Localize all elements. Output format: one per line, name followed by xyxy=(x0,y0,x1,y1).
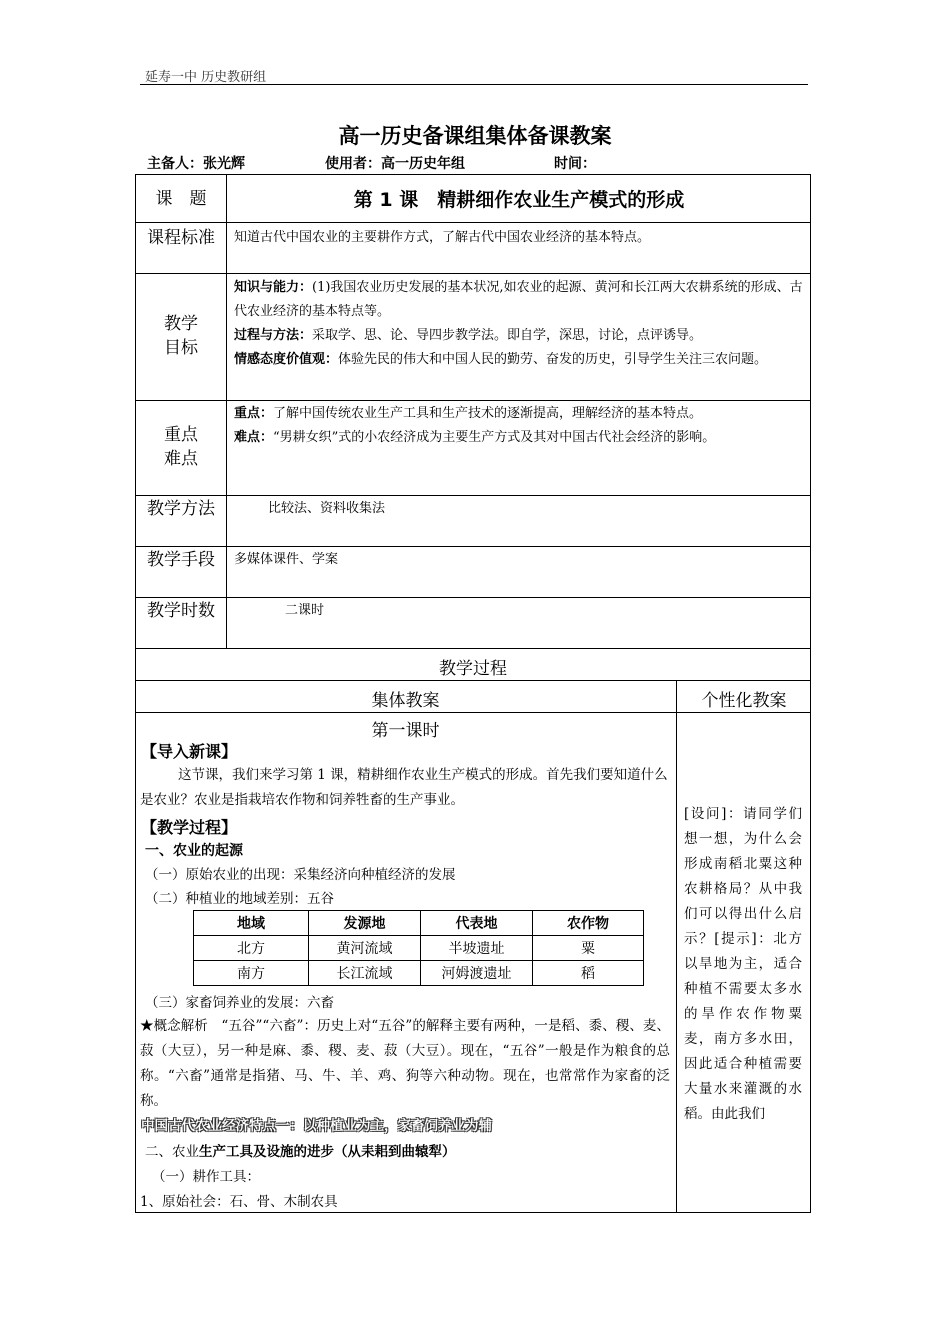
intro-paragraph: 这节课，我们来学习第 1 课，精耕细作农业生产模式的形成。首先我们要知道什么是农业？农业是指栽培农作物和饲养牲畜的生产事业。 xyxy=(140,767,668,808)
table-row xyxy=(194,961,644,986)
row-divider xyxy=(135,712,811,713)
first-lesson-heading: 第一课时 xyxy=(371,721,440,741)
goal-process xyxy=(234,324,804,348)
crops-col-region: 地域 xyxy=(194,911,309,936)
table-cell: 长江流域 xyxy=(309,961,421,986)
lesson-title: 第 1 课 精耕细作农业生产模式的形成 xyxy=(353,189,685,211)
economy-feature-highlight: 中国古代农业经济特点一：以种植业为主，家畜饲养业为辅 xyxy=(141,1118,492,1134)
group-plan-header: 集体教案 xyxy=(371,691,440,711)
crops-col-crop: 农作物 xyxy=(533,911,644,936)
section-1-3: （三）家畜饲养业的发展：六畜 xyxy=(145,995,334,1011)
label-column-divider xyxy=(226,174,227,648)
goal-knowledge-text: (1)我国农业历史发展的基本状况,如农业的起源、黄河和长江两大农耕系统的形成、古代农业经济的基本特点等。 xyxy=(234,280,803,319)
user-group: 使用者：高一历史年组 xyxy=(325,156,465,172)
table-row xyxy=(194,936,644,961)
section-2-1-1: 1、原始社会：石、骨、木制农具 xyxy=(140,1194,338,1210)
key-text xyxy=(234,402,804,450)
standard-text: 知道古代中国农业的主要耕作方式，了解古代中国农业经济的基本特点。 xyxy=(234,230,651,245)
personal-note: [设问]：请同学们想一想，为什么会形成南稻北粟这种农耕格局？从中我们可以得出什么启示？[提示]：北方以旱地为主，适合种植不需要太多水的旱作农作物粟麦，南方多水田，因此适合种植需要大量水来灌溉的水稻。由此我们 xyxy=(684,806,802,1122)
table-cell: 黄河流域 xyxy=(309,936,421,961)
personal-plan-header: 个性化教案 xyxy=(701,691,787,711)
key-point-text: 了解中国传统农业生产工具和生产技术的逐渐提高，理解经济的基本特点。 xyxy=(273,406,703,421)
intro-heading: 【导入新课】 xyxy=(141,742,238,761)
section-2-prefix: 二、农业 xyxy=(145,1144,199,1160)
goals-label: 教学目标 xyxy=(164,314,198,358)
difficult-point-head: 难点： xyxy=(234,430,274,445)
method-text: 比较法、资料收集法 xyxy=(268,501,386,516)
goal-process-text: 采取学、思、论、导四步教学法。即自学，深思，讨论，点评诱导。 xyxy=(312,328,703,343)
table-cell: 稻 xyxy=(533,961,644,986)
section-2-heading xyxy=(145,1140,456,1160)
goals-text xyxy=(234,276,804,372)
row-divider xyxy=(135,680,811,681)
means-label: 教学手段 xyxy=(147,550,215,570)
header-rule xyxy=(140,84,808,85)
key-point xyxy=(234,402,804,426)
key-label: 重点难点 xyxy=(164,425,198,469)
table-cell: 河姆渡遗址 xyxy=(421,961,533,986)
document-title: 高一历史备课组集体备课教案 xyxy=(338,124,612,148)
row-divider xyxy=(135,648,811,649)
table-cell: 粟 xyxy=(533,936,644,961)
row-divider xyxy=(135,273,811,274)
section-1-heading: 一、农业的起源 xyxy=(145,843,243,859)
section-2-1: （一）耕作工具： xyxy=(152,1169,260,1185)
difficult-point-text: “男耕女织”式的小农经济成为主要生产方式及其对中国古代社会经济的影响。 xyxy=(273,430,716,445)
standard-label: 课程标准 xyxy=(147,228,215,248)
goal-emotion-head: 情感态度价值观： xyxy=(234,352,339,367)
personal-column-divider xyxy=(676,680,677,1213)
key-point-head: 重点： xyxy=(234,406,274,421)
goal-emotion xyxy=(234,348,804,372)
goal-process-head: 过程与方法： xyxy=(234,328,313,343)
hours-label: 教学时数 xyxy=(147,601,215,621)
time-field: 时间： xyxy=(554,156,596,172)
crops-col-origin: 发源地 xyxy=(309,911,421,936)
section-1-2: （二）种植业的地域差别：五谷 xyxy=(145,891,334,907)
table-cell: 半坡遗址 xyxy=(421,936,533,961)
row-divider xyxy=(135,400,811,401)
table-cell: 北方 xyxy=(194,936,309,961)
row-divider xyxy=(135,597,811,598)
section-2-title: 生产工具及设施的进步（从耒耜到曲辕犁） xyxy=(199,1144,456,1160)
goal-emotion-text: 体验先民的伟大和中国人民的勤劳、奋发的历史，引导学生关注三农问题。 xyxy=(338,352,768,367)
table-cell: 南方 xyxy=(194,961,309,986)
topic-label: 课 题 xyxy=(155,189,207,209)
process-title: 教学过程 xyxy=(439,659,507,679)
row-divider xyxy=(135,222,811,223)
crops-table-header xyxy=(194,911,644,936)
means-text: 多媒体课件、学案 xyxy=(234,552,339,567)
row-divider xyxy=(135,546,811,547)
preparer: 主备人：张光辉 xyxy=(147,156,245,172)
concept-paragraph: ★概念解析 “五谷”“六畜”：历史上对“五谷”的解释主要有两种，一是稻、黍、稷、麦、菽（大豆），另一种是麻、黍、稷、麦、菽（大豆）。现在，“五谷”一般是作为粮食的总称。“六畜”通常是指猪、马、牛、羊、鸡、狗等六种动物。现在，也常常作为家畜的泛称。 xyxy=(140,1018,670,1109)
goal-knowledge xyxy=(234,276,804,324)
difficult-point xyxy=(234,426,804,450)
row-divider xyxy=(135,495,811,496)
hours-text: 二课时 xyxy=(285,603,325,618)
method-label: 教学方法 xyxy=(147,499,215,519)
crops-table xyxy=(193,910,644,986)
process-heading: 【教学过程】 xyxy=(141,818,238,837)
goal-knowledge-head: 知识与能力： xyxy=(234,280,313,295)
crops-col-site: 代表地 xyxy=(421,911,533,936)
page-header: 延寿一中 历史教研组 xyxy=(145,70,267,85)
section-1-1: （一）原始农业的出现：采集经济向种植经济的发展 xyxy=(145,867,456,883)
